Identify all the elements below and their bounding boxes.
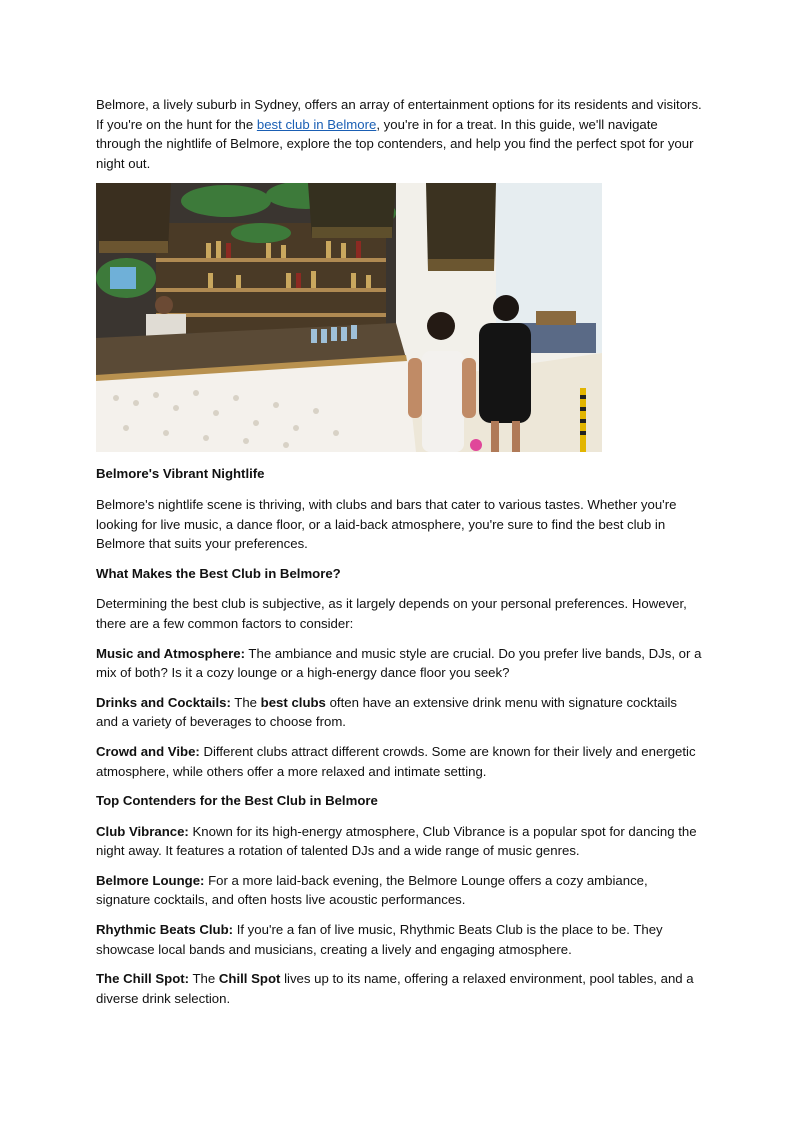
club-rhythmic-beats [96, 920, 702, 959]
section-heading-what-makes: What Makes the Best Club in Belmore? [96, 565, 341, 581]
club-title: Club Vibrance: [96, 823, 189, 839]
club-title: Rhythmic Beats Club: [96, 922, 234, 938]
factor-bold-phrase: best clubs [260, 694, 326, 710]
club-text: For a more laid-back evening, the Belmore Lounge offers a cozy ambiance, signature cocktails, and often hosts live acoustic performances. [96, 872, 648, 908]
article-body [96, 95, 702, 1018]
factor-title: Drinks and Cocktails: [96, 694, 231, 710]
club-text: If you're a fan of live music, Rhythmic Beats Club is the place to be. They showcase local bands and musicians, creating a lively and engaging atmosphere. [96, 922, 663, 957]
intro-text-after: , you're in for a treat. In this guide, we'll navigate through the nightlife of Belmore, explore the top contenders, and help you find the perfect spot for your night out. [96, 116, 694, 171]
section-heading-top-contenders: Top Contenders for the Best Club in Belmore [96, 793, 378, 809]
factor-text: Different clubs attract different crowds. Some are known for their lively and energetic atmosphere, while others offer a more relaxed and intimate setting. [96, 743, 696, 779]
factor-text-pre: The [230, 694, 261, 710]
club-vibrance [96, 822, 702, 861]
best-club-link[interactable]: best club in Belmore [256, 116, 377, 132]
factor-music [96, 644, 702, 683]
club-text: lives up to its name, offering a relaxed environment, pool tables, and a diverse drink selection. [96, 971, 694, 1006]
club-text-pre: The [189, 971, 219, 987]
factor-crowd [96, 742, 702, 781]
factor-title: Crowd and Vibe: [96, 743, 200, 759]
club-bold-phrase: Chill Spot [218, 971, 281, 987]
club-belmore-lounge [96, 871, 702, 910]
nightlife-paragraph: Belmore's nightlife scene is thriving, with clubs and bars that cater to various tastes. Whether you're looking for live music, a dance floor, or a laid-back atmosphere, you're sure to find the best club in Belmore that suits your preferences. [96, 496, 677, 552]
intro-text-before: Belmore, a lively suburb in Sydney, offers an array of entertainment options for its residents and visitors. If you're on the hunt for the [96, 97, 702, 132]
factor-text: often have an extensive drink menu with signature cocktails and a variety of beverages to choose from. [96, 694, 678, 730]
intro-paragraph [96, 95, 702, 173]
club-text: Known for its high-energy atmosphere, Club Vibrance is a popular spot for dancing the night away. It features a rotation of talented DJs and a wide range of music genres. [96, 823, 697, 859]
bar-interior-photo [96, 183, 602, 452]
factor-text: The ambiance and music style are crucial. Do you prefer live bands, DJs, or a mix of both? Is it a cozy lounge or a high-energy dance floor you seek? [96, 645, 702, 681]
what-makes-paragraph: Determining the best club is subjective, as it largely depends on your personal preferences. However, there are a few common factors to consider: [96, 596, 687, 631]
factor-drinks [96, 693, 702, 732]
club-title: Belmore Lounge: [96, 872, 205, 888]
club-title: The Chill Spot: [96, 971, 190, 987]
club-chill-spot [96, 969, 702, 1008]
factor-title: Music and Atmosphere: [96, 645, 245, 661]
section-heading-nightlife: Belmore's Vibrant Nightlife [96, 466, 265, 482]
